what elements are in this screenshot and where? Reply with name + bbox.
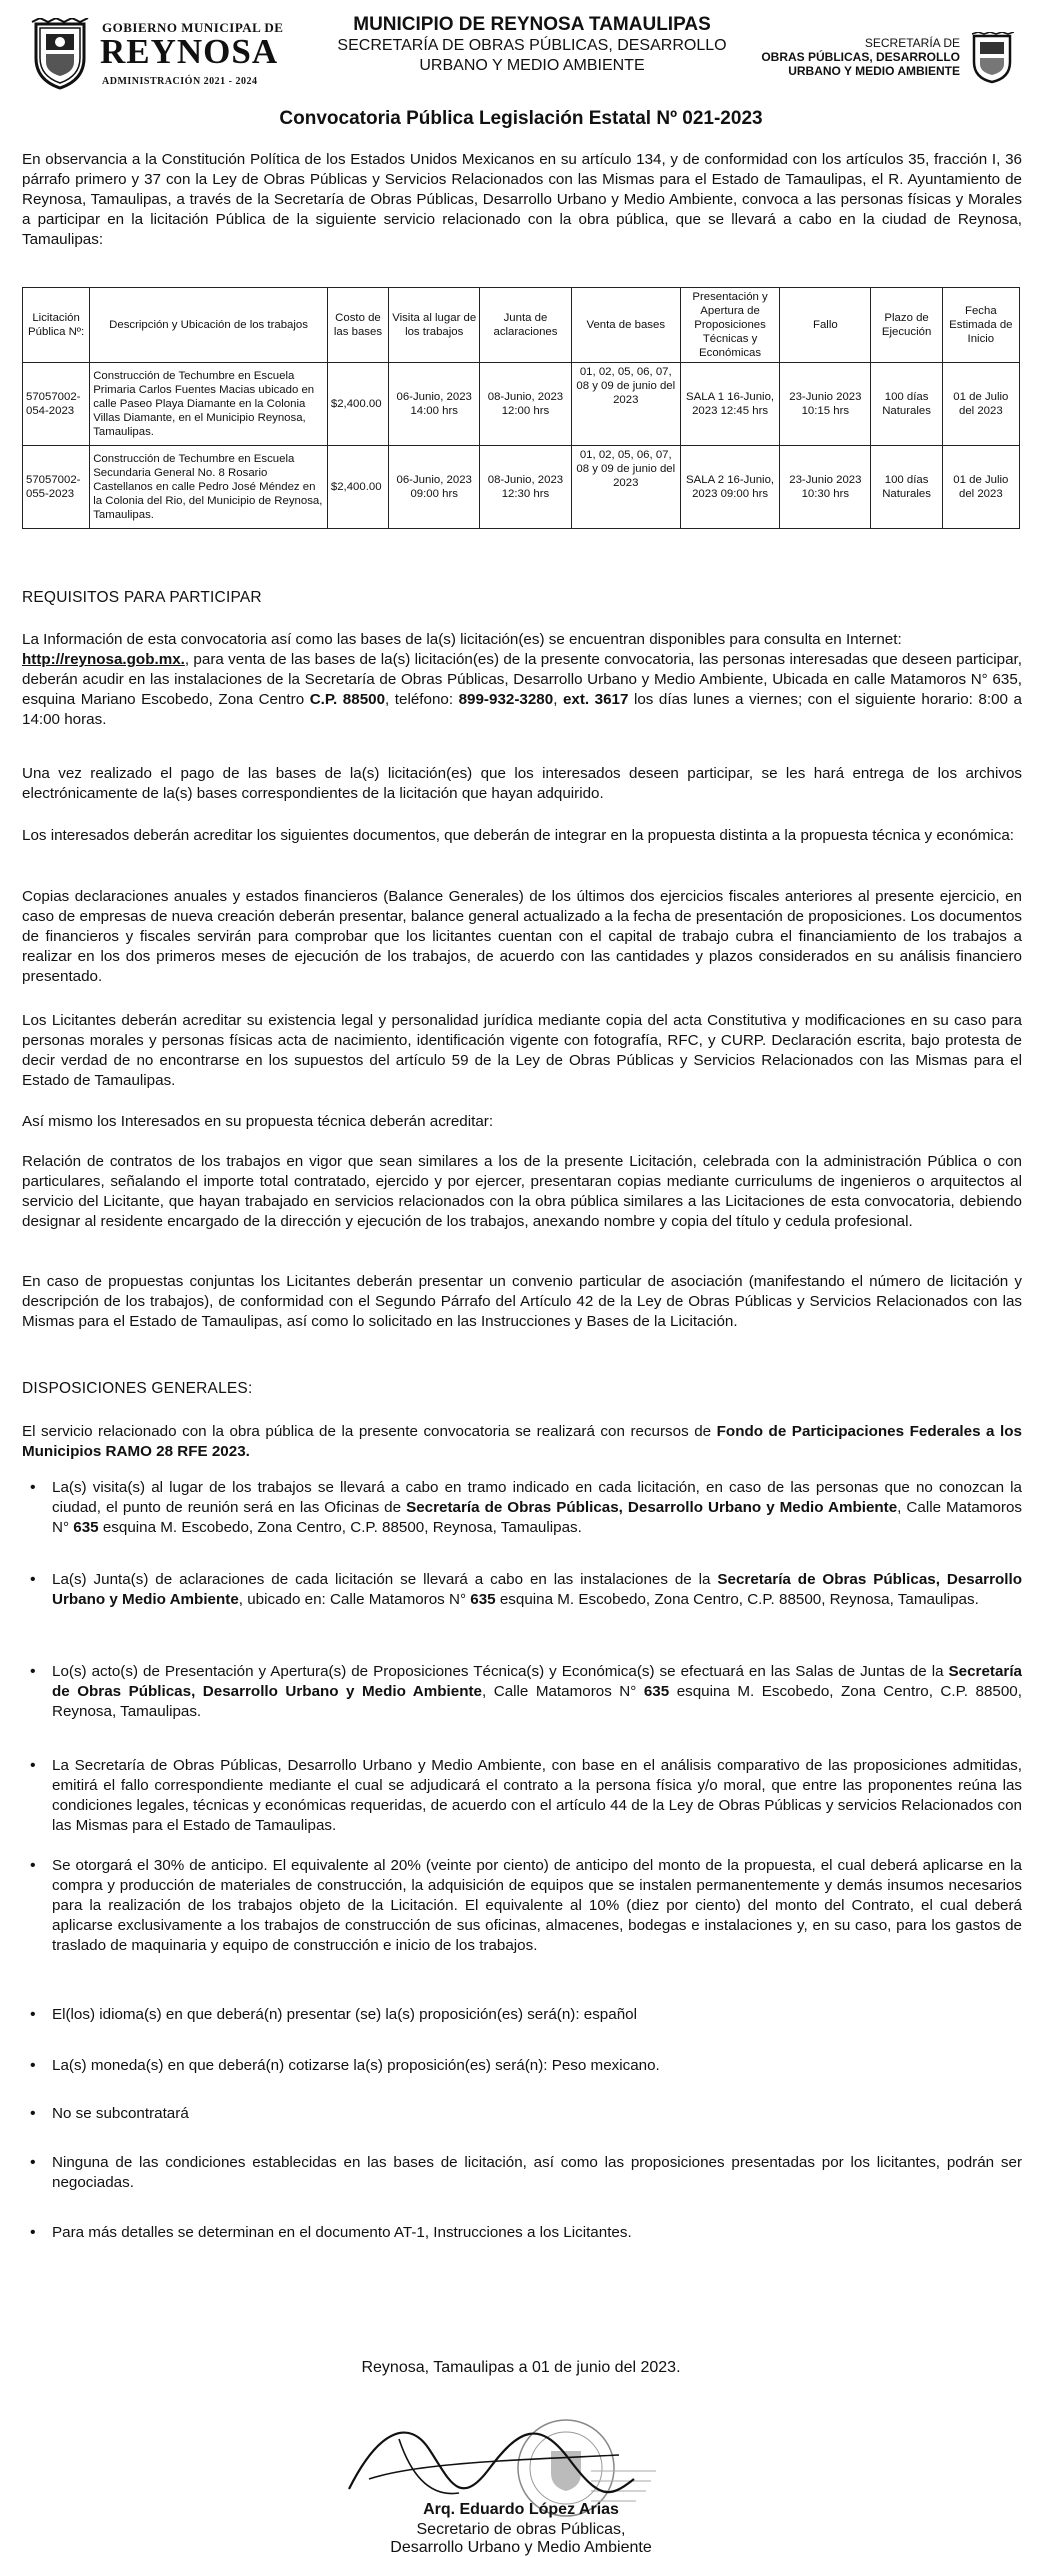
licitaciones-table [22,287,1020,529]
bullet-icon: • [30,1571,36,1588]
signature-block [321,2409,721,2556]
signatory-position-2: Desarrollo Urbano y Medio Ambiente [390,2539,652,2556]
table-header-row [23,288,1020,363]
b2-secretaria: Secretaría de Obras Públicas, Desarrollo Urbano y Medio Ambiente [52,1571,1022,1608]
bullet-icon: • [30,1757,36,1774]
col-header-fallo: Fallo [780,288,871,363]
cell-costo: $2,400.00 [327,446,388,529]
header-municipality: MUNICIPIO DE REYNOSA TAMAULIPAS [353,14,711,35]
b1-text-c: , Calle Matamoros N° [52,1499,1022,1536]
requisitos-paragraph-3: Los interesados deberán acreditar los siguientes documentos, que deberán de integrar en la propuesta distinta a la propuesta técnica y económica: [22,827,1015,844]
requisitos-paragraph-6: Así mismo los Interesados en su propuesta técnica deberán acreditar: [22,1113,494,1130]
list-item-text [52,1478,1022,1538]
disposiciones-heading: DISPOSICIONES GENERALES: [22,1380,253,1397]
cell-descripcion: Construcción de Techumbre en Escuela Secundaria General No. 8 Rosario Castellanos en calle Pedro José Méndez en la Colonia del Rio, del Municipio de Reynosa, Tamaulipas. [90,446,328,529]
requisitos-paragraph-8: En caso de propuestas conjuntas los Licitantes deberán presentar un convenio particular de asociación (manifestando el número de licitación y descripción de los trabajos), de conformidad con el Segundo Párrafo del Artículo 42 de la Ley de Obras Públicas y Servicios Relacionados con las Mismas para el Estado de Tamaulipas, así como lo solicitado en las Instrucciones y Bases de la Licitación. [22,1273,1022,1330]
b3-secretaria: Secretaría de Obras Públicas, Desarrollo Urbano y Medio Ambiente [52,1663,1022,1700]
b2-text-c: , ubicado en: Calle Matamoros N° [238,1591,467,1608]
disp-p1-text-a: El servicio relacionado con la obra pública de la presente convocatoria se realizará con recursos de [22,1423,712,1440]
col-header-descripcion: Descripción y Ubicación de los trabajos [90,288,328,363]
cell-visita: 06-Junio, 2023 14:00 hrs [389,363,480,446]
b3-text-a: Lo(s) acto(s) de Presentación y Apertura(s) de Proposiciones Técnica(s) y Económica(s) se efectuará en las Salas de Juntas de la [52,1663,944,1680]
list-item-text [52,1662,1022,1722]
cell-costo: $2,400.00 [327,363,388,446]
bullet-icon: • [30,2057,36,2074]
col-header-licitacion: Licitación Pública Nº: [23,288,90,363]
col-header-presentacion: Presentación y Apertura de Proposiciones Técnicas y Económicas [680,288,779,363]
document-header [22,10,1022,96]
req-p1-text-e: los días lunes a viernes; con el siguiente horario: 8:00 a 14:00 horas. [22,691,1022,728]
cell-licitacion: 57057002-054-2023 [23,363,90,446]
requisitos-heading: REQUISITOS PARA PARTICIPAR [22,589,262,606]
cell-plazo: 100 días Naturales [871,446,942,529]
disposiciones-paragraph [22,1422,1022,1462]
cell-fecha: 01 de Julio del 2023 [942,446,1019,529]
header-secretaria: SECRETARÍA DE OBRAS PÚBLICAS, DESARROLLO URBANO Y MEDIO AMBIENTE [337,37,727,74]
b2-number: 635 [470,1591,496,1608]
cell-fecha: 01 de Julio del 2023 [942,363,1019,446]
requisitos-paragraph-2: Una vez realizado el pago de las bases de la(s) licitación(es) que los interesados deseen participar, se les hará entrega de los archivos electrónicamente de la(s) bases correspondientes de la licitación que hayan adquirido. [22,765,1022,802]
cell-fallo: 23-Junio 2023 10:15 hrs [780,363,871,446]
cell-presentacion: SALA 2 16-Junio, 2023 09:00 hrs [680,446,779,529]
b1-number: 635 [73,1519,99,1536]
requisitos-paragraph-7: Relación de contratos de los trabajos en vigor que sean similares a los de la presente Licitación, celebrada con la administración Pública o con particulares, señalando el importe total contratado, ejercido y por ejercer, presentaran copias mediante curriculums de ingenieros o arquitectos al servicio del Licitante, que hayan trabajado en servicios relacionados con la obra pública similares a las Licitaciones de esta convocatoria, debiendo designar al residente encargado de la dirección y ejecución de los trabajos, anexando nombre y copia del título y cedula profesional. [22,1153,1022,1230]
req-p1-cp: C.P. 88500 [309,691,386,708]
header-right-block [761,36,960,78]
b3-number: 635 [643,1683,670,1700]
req-p1-text-a: La Información de esta convocatoria así como las bases de la(s) licitación(es) se encuentran disponibles para consulta en Internet: [22,631,902,648]
header-right-line-3: URBANO Y MEDIO AMBIENTE [788,64,960,78]
logo-wordmark: REYNOSA [100,32,279,71]
cell-venta: 01, 02, 05, 06, 07, 08 y 09 de junio del 2023 [571,363,680,446]
list-item-text: No se subcontratará [52,2105,189,2122]
requisitos-paragraph-1 [22,630,1022,730]
col-header-plazo: Plazo de Ejecución [871,288,942,363]
b2-text-e: esquina M. Escobedo, Zona Centro, C.P. 88500, Reynosa, Tamaulipas. [499,1591,979,1608]
list-item-text: Para más detalles se determinan en el documento AT-1, Instrucciones a los Licitantes. [52,2224,632,2241]
col-header-visita: Visita al lugar de los trabajos [389,288,480,363]
cell-presentacion: SALA 1 16-Junio, 2023 12:45 hrs [680,363,779,446]
page-title: Convocatoria Pública Legislación Estatal Nº 021-2023 [279,108,763,129]
req-p1-text-d: , [553,691,558,708]
b1-secretaria: Secretaría de Obras Públicas, Desarrollo Urbano y Medio Ambiente [406,1499,898,1516]
list-item-text: Se otorgará el 30% de anticipo. El equivalente al 20% (veinte por ciento) de anticipo del monto de la propuesta, el cual deberá aplicarse en la compra y producción de materiales de construcción, la adquisición de equipos que se instalen permanentemente y demás insumos necesarios para la realización de los trabajos objeto de la Licitación. El equivalente al 10% (diez por ciento) del monto del Contrato, el cual deberá aplicarse exclusivamente a los trabajos de construcción de sus oficinas, almacenes, bodegas e instalaciones y, en su caso, para los gastos de traslado de maquinaria y equipo de construcción e inicio de los trabajos. [52,1857,1022,1954]
col-header-fecha: Fecha Estimada de Inicio [942,288,1019,363]
cell-plazo: 100 días Naturales [871,363,942,446]
signatory-name: Arq. Eduardo López Arias [423,2501,619,2518]
col-header-costo: Costo de las bases [327,288,388,363]
req-p1-ext: ext. 3617 [562,691,629,708]
b1-text-e: esquina M. Escobedo, Zona Centro, C.P. 88500, Reynosa, Tamaulipas. [102,1519,582,1536]
header-right-line-2: OBRAS PÚBLICAS, DESARROLLO [761,50,960,64]
cell-fallo: 23-Junio 2023 10:30 hrs [780,446,871,529]
col-header-venta: Venta de bases [571,288,680,363]
b2-text-a: La(s) Junta(s) de aclaraciones de cada licitación se llevará a cabo en las instalaciones de la [52,1571,711,1588]
secretaria-seal-icon [970,32,1014,84]
intro-paragraph: En observancia a la Constitución Política de los Estados Unidos Mexicanos en su artículo 134, y de conformidad con los artículos 35, fracción I, 36 párrafo primero y 37 con la Ley de Obras Públicas y Servicios Relacionados con las Mismas para el Estado de Tamaulipas, el R. Ayuntamiento de Reynosa, Tamaulipas, a través de la Secretaría de Obras Públicas, Desarrollo Urbano y Medio Ambiente, convoca a las personas físicas y Morales a participar en la licitación Pública de la siguiente servicio relacionado con la obra pública, que se llevará a cabo en la ciudad de Reynosa, Tamaulipas: [22,151,1022,248]
disp-p1-fund-source: Fondo de Participaciones Federales a los Municipios RAMO 28 RFE 2023. [22,1423,1022,1460]
req-p1-phone: 899-932-3280 [458,691,554,708]
b3-text-c: , Calle Matamoros N° [482,1683,637,1700]
list-item-text: El(los) idioma(s) en que deberá(n) presentar (se) la(s) proposición(es) será(n): español [52,2006,637,2023]
website-link[interactable]: http://reynosa.gob.mx. [22,651,185,668]
table-row [23,446,1020,529]
requisitos-paragraph-4: Copias declaraciones anuales y estados financieros (Balance Generales) de los últimos dos ejercicios fiscales anteriores al presente ejercicio, en caso de empresas de nueva creación deberán presentar, balance general actualizado a la fecha de presentación de proposiciones. Los documentos de financieros y fiscales servirán para comprobar que los licitantes cuentan con el capital de trabajo cubra el financiamiento de los trabajos a realizar en los dos primeros meses de ejecución de los trabajos, de acuerdo con las cantidades y plazos considerados en su análisis financiero presentado. [22,888,1022,985]
table-row [23,363,1020,446]
cell-descripcion: Construcción de Techumbre en Escuela Primaria Carlos Fuentes Macias ubicado en calle Paseo Playa Diamante en la Colonia Villas Diamante, en el Municipio Reynosa, Tamaulipas. [90,363,328,446]
bullet-icon: • [30,2154,36,2171]
logo-line-1: GOBIERNO MUNICIPAL DE [102,20,284,35]
list-item-text: La(s) moneda(s) en que deberá(n) cotizarse la(s) proposición(es) será(n): Peso mexicano. [52,2057,660,2074]
requisitos-paragraph-5: Los Licitantes deberán acreditar su existencia legal y personalidad jurídica mediante copia del acta Constitutiva y modificaciones en su caso para personas morales y personas físicas acta de nacimiento, identificación vigente con fotografía, RFC, y CURP. Declaración escrita, bajo protesta de decir verdad de no encontrarse en los supuestos del artículo 59 de la Ley de Obras Públicas y Servicios Relacionados con las Mismas para el Estado de Tamaulipas. [22,1012,1022,1089]
municipal-logo [22,14,312,94]
bullet-icon: • [30,2105,36,2122]
header-right-line-1: SECRETARÍA DE [864,36,960,50]
req-p1-text-b: , para venta de las bases de la(s) licitación(es) de la presente convocatoria, las personas interesadas que deseen participar, deberán acudir en las instalaciones de la Secretaría de Obras Públicas, Desarrollo Urbano y Medio Ambiente, Ubicada en calle Matamoros N° 635, esquina Mariano Escobedo, Zona Centro [22,651,1022,708]
cell-junta: 08-Junio, 2023 12:30 hrs [480,446,571,529]
bullet-icon: • [30,1663,36,1680]
list-item-text [52,1570,1022,1610]
b1-text-a: La(s) visita(s) al lugar de los trabajos se llevará a cabo en tramo indicado en cada licitación, en caso de las personas que no conozcan la ciudad, el punto de reunión será en las Oficinas de [52,1479,1022,1516]
closing-place-date: Reynosa, Tamaulipas a 01 de junio del 2023. [361,2359,681,2376]
bullet-icon: • [30,1479,36,1496]
cell-junta: 08-Junio, 2023 12:00 hrs [480,363,571,446]
municipal-seal-icon [28,18,92,90]
list-item-text: La Secretaría de Obras Públicas, Desarrollo Urbano y Medio Ambiente, con base en el análisis comparativo de las proposiciones admitidas, emitirá el fallo correspondiente mediante el cual se adjudicará el contrato a la persona física y/o moral, que entre las proponentes reúna las condiciones legales, técnicas y económicas requeridas, de acuerdo con el artículo 44 de la Ley de Obras Públicas y servicios Relacionados con las Mismas para el Estado de Tamaulipas. [52,1757,1022,1834]
col-header-junta: Junta de aclaraciones [480,288,571,363]
logo-administration: ADMINISTRACIÓN 2021 - 2024 [102,76,258,87]
list-item-text: Ninguna de las condiciones establecidas en las bases de licitación, así como las proposiciones presentadas por los licitantes, podrán ser negociadas. [52,2154,1022,2191]
bullet-icon: • [30,2224,36,2241]
cell-venta: 01, 02, 05, 06, 07, 08 y 09 de junio del 2023 [571,446,680,529]
signatory-position-1: Secretario de obras Públicas, [416,2521,626,2538]
b3-text-e: esquina M. Escobedo, Zona Centro, C.P. 88500, Reynosa, Tamaulipas. [52,1683,1022,1720]
cell-visita: 06-Junio, 2023 09:00 hrs [389,446,480,529]
licitaciones-table-wrapper [22,287,1020,529]
header-center [322,14,742,76]
req-p1-text-c: , teléfono: [385,691,454,708]
cell-licitacion: 57057002-055-2023 [23,446,90,529]
bullet-icon: • [30,2006,36,2023]
bullet-icon: • [30,1857,36,1874]
